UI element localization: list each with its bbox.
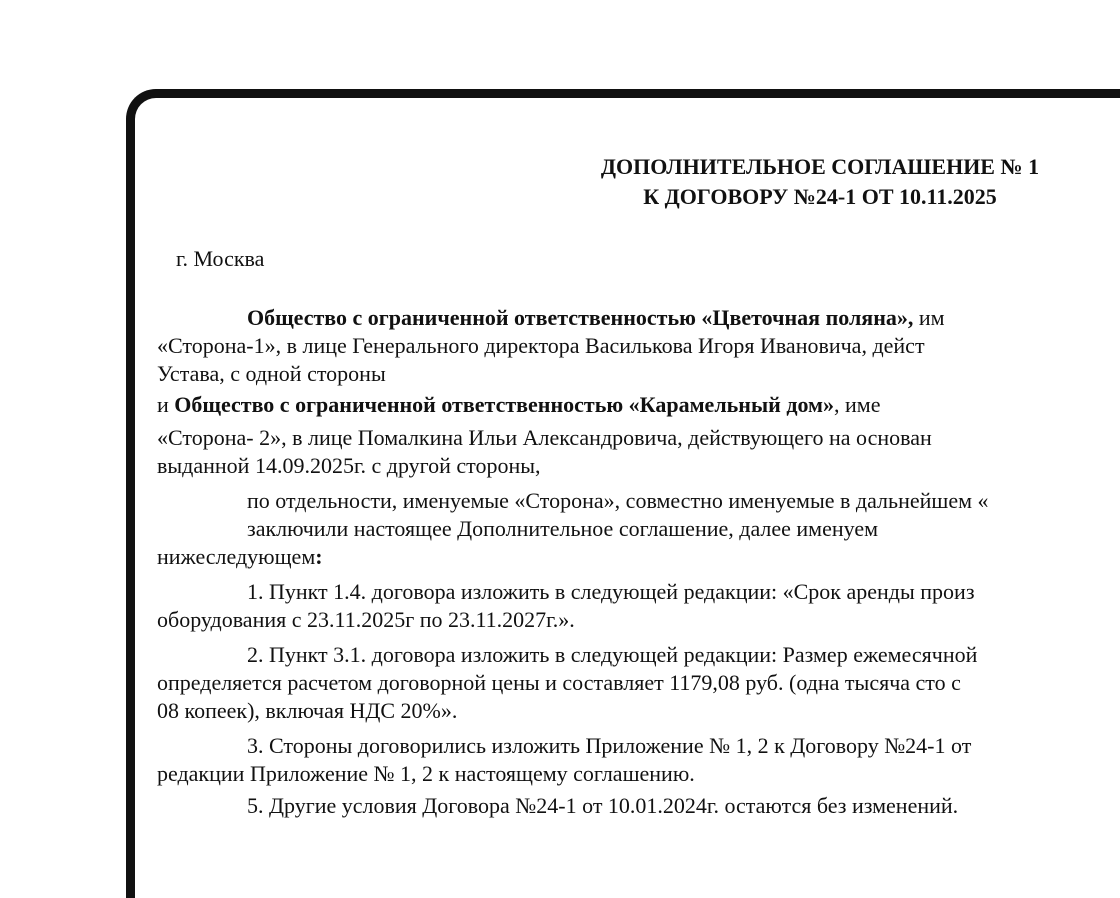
party2-line-3: выданной 14.09.2025г. с другой стороны, — [157, 453, 541, 478]
concluded-colon: : — [315, 544, 323, 569]
party1-line-2: «Сторона-1», в лице Генерального директора Василькова Игоря Ивановича, дейст — [157, 333, 925, 358]
party2-prefix: и — [157, 392, 175, 417]
party1-name-tail: им — [913, 305, 945, 330]
party1-line-3: Устава, с одной стороны — [157, 361, 386, 386]
title-line-1: ДОПОЛНИТЕЛЬНОЕ СОГЛАШЕНИЕ № 1 — [600, 154, 1040, 179]
party1-line-1 — [247, 304, 945, 332]
concluded-line-2 — [157, 543, 323, 571]
concluded-text: нижеследующем — [157, 544, 316, 569]
item-3-line-2: редакции Приложение № 1, 2 к настоящему соглашению. — [157, 761, 695, 786]
parties-line: по отдельности, именуемые «Сторона», совместно именуемые в дальнейшем « — [247, 488, 989, 513]
party1-name: Общество с ограниченной ответственностью «Цветочная поляна», — [247, 305, 914, 330]
city: г. Москва — [176, 246, 265, 271]
party2-name-tail: , име — [834, 392, 881, 417]
item-2-line-2: определяется расчетом договорной цены и составляет 1179,08 руб. (одна тысяча сто с — [157, 670, 961, 695]
title-line-2: К ДОГОВОРУ №24-1 ОТ 10.11.2025 — [643, 184, 997, 209]
item-1-line-2: оборудования с 23.11.2025г по 23.11.2027г.». — [157, 607, 575, 632]
party2-line-2: «Сторона- 2», в лице Помалкина Ильи Александровича, действующего на основан — [157, 425, 932, 450]
document-title — [470, 152, 1120, 212]
item-2-line-3: 08 копеек), включая НДС 20%». — [157, 698, 458, 723]
party2-line-1 — [157, 391, 880, 419]
item-3-line-1: 3. Стороны договорились изложить Приложение № 1, 2 к Договору №24-1 от — [247, 733, 972, 758]
party2-name: Общество с ограниченной ответственностью «Карамельный дом» — [174, 392, 835, 417]
item-2-line-1: 2. Пункт 3.1. договора изложить в следующей редакции: Размер ежемесячной — [247, 642, 978, 667]
item-1-line-1: 1. Пункт 1.4. договора изложить в следующей редакции: «Срок аренды произ — [247, 579, 975, 604]
item-5-line-1: 5. Другие условия Договора №24-1 от 10.01.2024г. остаются без изменений. — [247, 793, 959, 818]
concluded-line-1: заключили настоящее Дополнительное соглашение, далее именуем — [247, 516, 879, 541]
